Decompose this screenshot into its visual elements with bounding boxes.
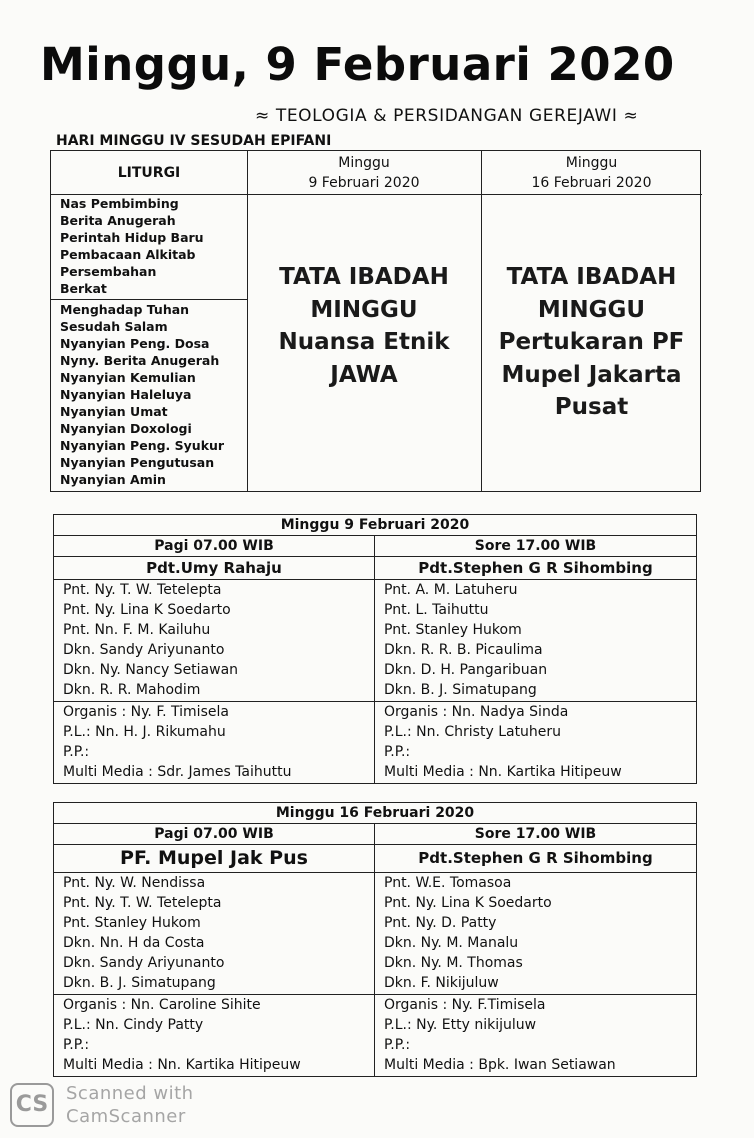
service-time-morning: Pagi 07.00 WIB: [54, 536, 375, 556]
liturgy-item: Nyanyian Amin: [60, 472, 166, 487]
support-role: Multi Media : Sdr. James Taihuttu: [63, 764, 292, 780]
support-role: Multi Media : Nn. Kartika Hitipeuw: [63, 1057, 301, 1073]
service-time-evening: Sore 17.00 WIB: [474, 538, 597, 554]
officer-name: Pnt. Ny. T. W. Tetelepta: [63, 895, 222, 911]
support-role: Multi Media : Bpk. Iwan Setiawan: [384, 1057, 616, 1073]
officer-name: Pnt. Ny. Lina K Soedarto: [63, 602, 231, 618]
order-line: JAWA: [330, 361, 398, 388]
liturgy-item: Nyanyian Umat: [60, 404, 168, 419]
page-title: Minggu, 9 Februari 2020: [40, 38, 675, 91]
order-line: MINGGU: [310, 296, 418, 323]
schedule-table-week2: [53, 802, 697, 1077]
officers-evening: [375, 580, 696, 701]
order-line: MINGGU: [537, 296, 646, 323]
support-role: Multi Media : Nn. Kartika Hitipeuw: [384, 764, 622, 780]
preacher-morning: PF. Mupel Jak Pus: [54, 845, 375, 872]
officer-name: Dkn. Ny. M. Manalu: [384, 935, 519, 951]
liturgy-item: Pembacaan Alkitab: [60, 247, 196, 262]
officer-name: Pnt. Ny. Lina K Soedarto: [384, 895, 552, 911]
liturgy-item: Nyanyian Peng. Dosa: [60, 336, 210, 351]
officer-name: Dkn. Sandy Ariyunanto: [63, 642, 225, 658]
liturgy-item: Nyanyian Peng. Syukur: [60, 438, 225, 453]
liturgy-item: Nyny. Berita Anugerah: [60, 353, 220, 368]
officer-name: Dkn. B. J. Simatupang: [384, 682, 537, 698]
order-line: TATA IBADAH: [506, 264, 677, 290]
watermark-line: Scanned with: [66, 1083, 194, 1104]
officer-name: Pnt. Stanley Hukom: [63, 915, 201, 931]
support-role: P.L.: Nn. Cindy Patty: [63, 1017, 204, 1033]
support-role: P.L.: Nn. Christy Latuheru: [384, 724, 562, 740]
officers-morning: [54, 580, 375, 701]
preacher-evening: Pdt.Stephen G R Sihombing: [418, 559, 653, 577]
preacher-morning: Pdt.Umy Rahaju: [54, 557, 375, 579]
liturgy-item: Nyanyian Haleluya: [60, 387, 192, 402]
schedule-title: Minggu 9 Februari 2020: [280, 517, 470, 533]
officer-name: Dkn. R. R. Mahodim: [63, 682, 201, 698]
liturgy-item: Berita Anugerah: [60, 213, 176, 228]
officer-name: Pnt. L. Taihuttu: [384, 602, 489, 618]
officer-name: Pnt. W.E. Tomasoa: [384, 875, 512, 891]
liturgy-item: Nas Pembimbing: [60, 196, 179, 211]
support-role: Organis : Ny. F.Timisela: [384, 997, 546, 1013]
service-time-evening: Sore 17.00 WIB: [474, 826, 597, 842]
liturgy-column-header: LITURGI: [117, 165, 181, 181]
officer-name: Pnt. Ny. T. W. Tetelepta: [63, 582, 222, 598]
officer-name: Dkn. R. R. B. Picaulima: [384, 642, 543, 658]
support-role: P.L.: Ny. Etty nikijuluw: [384, 1017, 537, 1033]
officer-name: Pnt. Ny. W. Nendissa: [63, 875, 206, 891]
schedule-table-week1: [53, 514, 697, 784]
officer-name: Pnt. Stanley Hukom: [384, 622, 522, 638]
column-header-week1-line2: 9 Februari 2020: [308, 175, 420, 191]
preacher-evening: Pdt.Stephen G R Sihombing: [418, 849, 653, 867]
order-line: Pertukaran PF: [498, 329, 685, 355]
scanner-watermark: [66, 1082, 194, 1128]
column-header-week2-line2: 16 Februari 2020: [531, 175, 652, 191]
support-role: P.P.:: [384, 1037, 411, 1053]
order-of-service-week1: [247, 261, 481, 391]
support-role: Organis : Nn. Nadya Sinda: [384, 704, 569, 720]
support-role: P.P.:: [384, 744, 411, 760]
liturgy-item: Nyanyian Kemulian: [60, 370, 196, 385]
liturgy-item: Sesudah Salam: [60, 319, 168, 334]
liturgy-group-1: [60, 195, 204, 297]
support-role: Organis : Nn. Caroline Sihite: [63, 997, 261, 1013]
order-line: TATA IBADAH: [279, 264, 449, 290]
watermark-line: CamScanner: [66, 1106, 186, 1127]
officer-name: Dkn. Sandy Ariyunanto: [63, 955, 225, 971]
order-of-service-week2: [481, 261, 702, 424]
order-line: Nuansa Etnik: [278, 329, 450, 355]
officers-evening: [375, 873, 696, 994]
officer-name: Pnt. Nn. F. M. Kailuhu: [63, 622, 211, 638]
officer-name: Dkn. F. Nikijuluw: [384, 975, 499, 991]
support-role: Organis : Ny. F. Timisela: [63, 704, 229, 720]
column-header-week1-line1: Minggu: [338, 155, 390, 171]
liturgy-item: Perintah Hidup Baru: [60, 230, 204, 245]
liturgical-day-label: HARI MINGGU IV SESUDAH EPIFANI: [56, 133, 332, 149]
camscanner-logo-icon: CS: [10, 1083, 54, 1127]
column-header-week2-line1: Minggu: [565, 155, 618, 171]
section-subtitle: ≈ TEOLOGIA & PERSIDANGAN GEREJAWI ≈: [255, 106, 639, 126]
support-evening: [375, 995, 696, 1076]
support-morning: [54, 702, 375, 783]
order-line: Pusat: [554, 394, 629, 420]
officer-name: Dkn. Nn. H da Costa: [63, 935, 205, 951]
support-role: P.P.:: [63, 744, 90, 760]
schedule-title: Minggu 16 Februari 2020: [275, 805, 475, 821]
officer-name: Dkn. B. J. Simatupang: [63, 975, 216, 991]
liturgy-item: Berkat: [60, 281, 107, 296]
order-line: Mupel Jakarta: [501, 361, 682, 388]
liturgy-item: Persembahan: [60, 264, 157, 279]
support-evening: [375, 702, 696, 783]
liturgy-group-divider: [51, 299, 247, 300]
officers-morning: [54, 873, 375, 994]
liturgy-table: [50, 150, 701, 492]
service-time-morning: Pagi 07.00 WIB: [54, 824, 375, 844]
liturgy-item: Nyanyian Doxologi: [60, 421, 192, 436]
support-role: P.P.:: [63, 1037, 90, 1053]
liturgy-group-2: [60, 301, 224, 488]
support-role: P.L.: Nn. H. J. Rikumahu: [63, 724, 226, 740]
officer-name: Pnt. A. M. Latuheru: [384, 582, 518, 598]
officer-name: Dkn. Ny. M. Thomas: [384, 955, 523, 971]
officer-name: Dkn. Ny. Nancy Setiawan: [63, 662, 239, 678]
liturgy-item: Nyanyian Pengutusan: [60, 455, 215, 470]
officer-name: Pnt. Ny. D. Patty: [384, 915, 497, 931]
officer-name: Dkn. D. H. Pangaribuan: [384, 662, 548, 678]
support-morning: [54, 995, 375, 1076]
liturgy-item: Menghadap Tuhan: [60, 302, 190, 317]
